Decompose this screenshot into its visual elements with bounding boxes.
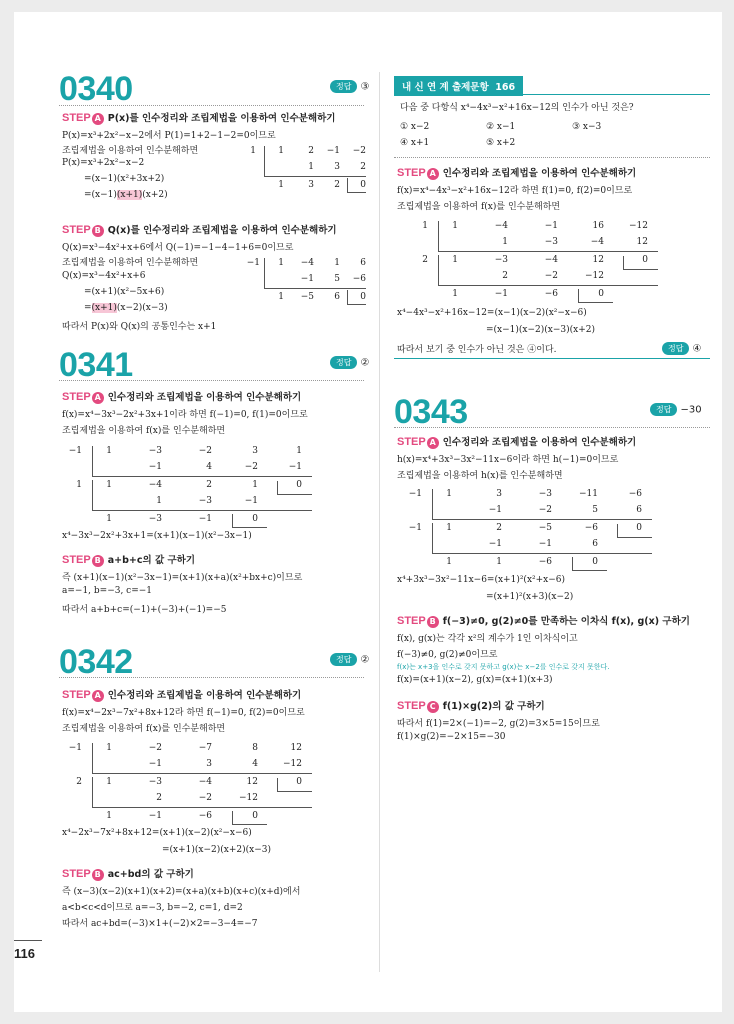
table-rule [438, 251, 658, 252]
divisor: 1 [76, 480, 82, 490]
synthetic-cell: −1 [244, 496, 258, 506]
divisor: 2 [76, 777, 82, 787]
text-line: 조립제법을 이용하여 f(x)를 인수분해하면 [397, 202, 561, 212]
table-rule [617, 537, 652, 538]
synthetic-division-0340b: −1 1 −4 1 6 −1 5 −6 1 −5 6 0 [242, 258, 366, 308]
table-rule [438, 285, 658, 286]
text-line: x⁴−3x³−2x²+3x+1=(x+1)(x−1)(x²−3x−1) [62, 531, 252, 541]
table-rule [92, 510, 312, 511]
synthetic-division-0343 [408, 489, 652, 571]
divisor: −1 [408, 489, 422, 499]
step-a-0340: STEP A P(x)를 인수정리와 조립제법을 이용하여 인수분해하기 [62, 112, 336, 124]
synthetic-cell: −3 [198, 496, 212, 506]
synthetic-cell: −12 [629, 221, 648, 231]
synthetic-cell: −6 [538, 557, 552, 567]
synthetic-cell: −1 [544, 221, 558, 231]
answer-0343: 정답 −30 [650, 403, 702, 416]
table-rule [432, 489, 433, 519]
banner-line [394, 94, 710, 95]
table-rule [92, 773, 312, 774]
synthetic-division-0340a: 1 1 2 −1 −2 1 3 2 1 3 2 0 [242, 146, 366, 196]
text-line: 조립제법을 이용하여 f(x)를 인수분해하면 [62, 724, 226, 734]
problem-number-0340: 0340 [59, 70, 133, 108]
synthetic-cell: 3 [206, 759, 212, 769]
synthetic-cell: 5 [592, 505, 598, 515]
text-line: =(x+1)²(x+3)(x−2) [486, 592, 574, 602]
page-number-rule [14, 940, 42, 941]
table-rule [277, 481, 278, 494]
synthetic-cell: −3 [494, 255, 508, 265]
synthetic-cell: 1 [452, 289, 458, 299]
answer-0340: 정답 ③ [330, 80, 369, 93]
synthetic-cell: −12 [283, 759, 302, 769]
text-line: 조립제법을 이용하여 인수분해하면 [62, 146, 199, 156]
synthetic-cell: 3 [252, 446, 258, 456]
synthetic-cell: 1 [502, 237, 508, 247]
text-line: 따라서 a+b+c=(−1)+(−3)+(−1)=−5 [62, 605, 227, 615]
choice-4: ④ x+1 [400, 138, 430, 148]
text-line: 따라서 보기 중 인수가 아닌 것은 ④이다. [397, 345, 557, 355]
synthetic-cell: −3 [148, 777, 162, 787]
table-rule [92, 777, 93, 807]
text-line: a=−1, b=−3, c=−1 [62, 586, 153, 596]
text-line: f(x)=x⁴−3x³−2x²+3x+1이라 하면 f(−1)=0, f(1)=0이므로 [62, 410, 308, 420]
synthetic-cell: 2 [156, 793, 162, 803]
problem-number-0343: 0343 [394, 393, 468, 431]
text-line: 즉 (x+1)(x−1)(x²−3x−1)=(x+1)(x+a)(x²+bx+c)이므로 [62, 573, 303, 583]
synthetic-cell: 6 [592, 539, 598, 549]
synthetic-cell: 2 [496, 523, 502, 533]
text-line: f(x)=(x+1)(x−2), g(x)=(x+1)(x+3) [397, 675, 553, 685]
divisor: −1 [68, 743, 82, 753]
synthetic-cell: −1 [148, 759, 162, 769]
synthetic-cell: 1 [106, 514, 112, 524]
table-rule [572, 557, 573, 570]
synthetic-cell: −1 [488, 539, 502, 549]
synthetic-cell: −4 [544, 255, 558, 265]
synthetic-cell: 0 [252, 514, 258, 524]
page [14, 12, 722, 1012]
table-rule [578, 289, 579, 302]
table-rule [617, 524, 618, 537]
synthetic-cell: 1 [296, 446, 302, 456]
synthetic-cell: −1 [198, 514, 212, 524]
synthetic-cell: −3 [538, 489, 552, 499]
step-b-0342: STEP B ac+bd의 값 구하기 [62, 868, 194, 880]
synthetic-cell: −2 [148, 743, 162, 753]
synthetic-cell: 12 [592, 255, 604, 265]
table-rule [232, 514, 233, 527]
step-a-0341: STEP A 인수정리와 조립제법을 이용하여 인수분해하기 [62, 391, 302, 403]
choice-1: ① x−2 [400, 122, 430, 132]
table-rule [578, 302, 613, 303]
synthetic-cell: −6 [544, 289, 558, 299]
text-line: =(x+1)(x−2)(x+2)(x−3) [162, 845, 272, 855]
divisor: 2 [422, 255, 428, 265]
problem-number-0341: 0341 [59, 346, 133, 384]
synthetic-cell: 0 [636, 523, 642, 533]
synthetic-cell: 6 [636, 505, 642, 515]
text-line: h(x)=x⁴+3x³−3x²−11x−6이라 하면 h(−1)=0이므로 [397, 455, 619, 465]
banner-bottom-line [394, 358, 710, 359]
synthetic-cell: 12 [636, 237, 648, 247]
choice-3: ③ x−3 [572, 122, 602, 132]
divisor: −1 [408, 523, 422, 533]
synthetic-cell: 8 [252, 743, 258, 753]
question-text: 다음 중 다항식 x⁴−4x³−x²+16x−12의 인수가 아닌 것은? [400, 103, 634, 113]
synthetic-division-0341 [68, 446, 312, 528]
synthetic-cell: 16 [592, 221, 604, 231]
step-b-0343: STEP B f(−3)≠0, g(2)≠0를 만족하는 이차식 f(x), g(x) 구하기 [397, 615, 690, 627]
synthetic-cell: 0 [598, 289, 604, 299]
synthetic-cell: 1 [446, 523, 452, 533]
text-line: =(x−1)(x−2)(x−3)(x+2) [486, 325, 596, 335]
table-rule [277, 791, 312, 792]
text-line: =(x+1)(x²−5x+6) [84, 287, 165, 297]
table-rule [92, 480, 93, 510]
table-rule [277, 778, 278, 791]
text-line: 조립제법을 이용하여 f(x)를 인수분해하면 [62, 426, 226, 436]
synthetic-cell: −12 [585, 271, 604, 281]
text-line: P(x)=x³+2x²−x−2 [62, 158, 145, 168]
choice-5: ⑤ x+2 [486, 138, 516, 148]
table-rule [432, 523, 433, 553]
answer-166: 정답 ④ [662, 342, 701, 355]
synthetic-division-0342 [68, 743, 312, 825]
synthetic-cell: −11 [579, 489, 598, 499]
synthetic-cell: −4 [590, 237, 604, 247]
page-number: 116 [14, 946, 35, 961]
synthetic-cell: 3 [496, 489, 502, 499]
synthetic-cell: 1 [496, 557, 502, 567]
synthetic-cell: 4 [206, 462, 212, 472]
text-line: x⁴−2x³−7x²+8x+12=(x+1)(x−2)(x²−x−6) [62, 828, 252, 838]
step-a-166: STEP A 인수정리와 조립제법을 이용하여 인수분해하기 [397, 167, 637, 179]
synthetic-cell: −2 [198, 446, 212, 456]
synthetic-cell: 0 [642, 255, 648, 265]
synthetic-cell: −3 [148, 446, 162, 456]
text-line: a<b<c<d이므로 a=−3, b=−2, c=1, d=2 [62, 903, 243, 913]
divisor: −1 [68, 446, 82, 456]
synthetic-cell: 1 [446, 557, 452, 567]
table-rule [438, 255, 439, 285]
table-rule [623, 269, 658, 270]
table-rule [232, 824, 267, 825]
table-rule [432, 519, 652, 520]
text-line: x⁴−4x³−x²+16x−12=(x−1)(x−2)(x²−x−6) [397, 308, 587, 318]
table-rule [92, 807, 312, 808]
text-line: x⁴+3x³−3x²−11x−6=(x+1)²(x²+x−6) [397, 575, 566, 585]
answer-0341: 정답 ② [330, 356, 369, 369]
text-line: 조립제법을 이용하여 인수분해하면 [62, 258, 199, 268]
synthetic-cell: 1 [452, 221, 458, 231]
synthetic-cell: 0 [252, 811, 258, 821]
problem-number-0342: 0342 [59, 643, 133, 681]
text-line: 따라서 f(1)=2×(−1)=−2, g(2)=3×5=15이므로 [397, 719, 600, 729]
synthetic-cell: 1 [446, 489, 452, 499]
synthetic-cell: 12 [290, 743, 302, 753]
synthetic-cell: −12 [239, 793, 258, 803]
synthetic-cell: −2 [538, 505, 552, 515]
synthetic-cell: −6 [584, 523, 598, 533]
synthetic-cell: −1 [148, 462, 162, 472]
synthetic-cell: 1 [106, 446, 112, 456]
synthetic-cell: −4 [198, 777, 212, 787]
text-line: f(x)=x⁴−4x³−x²+16x−12라 하면 f(1)=0, f(2)=0이므로 [397, 186, 633, 196]
synthetic-cell: 1 [106, 743, 112, 753]
text-line: Q(x)=x³−4x²+x+6에서 Q(−1)=−1−4−1+6=0이므로 [62, 243, 294, 253]
synthetic-cell: 1 [156, 496, 162, 506]
text-line: =(x+1)(x−2)(x−3) [84, 303, 168, 313]
text-line: f(−3)≠0, g(2)≠0이므로 [397, 650, 498, 660]
synthetic-cell: −6 [198, 811, 212, 821]
step-b-0341: STEP B a+b+c의 값 구하기 [62, 554, 195, 566]
divisor: 1 [422, 221, 428, 231]
synthetic-cell: −1 [288, 462, 302, 472]
text-line: P(x)=x³+2x²−x−2에서 P(1)=1+2−1−2=0이므로 [62, 131, 276, 141]
step-a-0342: STEP A 인수정리와 조립제법을 이용하여 인수분해하기 [62, 689, 302, 701]
text-line: =(x−1)(x²+3x+2) [84, 174, 165, 184]
synthetic-cell: 12 [246, 777, 258, 787]
table-rule [92, 743, 93, 773]
synthetic-cell: −2 [198, 793, 212, 803]
table-rule [277, 494, 312, 495]
synthetic-cell: −7 [198, 743, 212, 753]
synthetic-cell: −2 [544, 271, 558, 281]
table-rule [432, 553, 652, 554]
table-rule [623, 256, 624, 269]
step-b-0340: STEP B Q(x)를 인수정리와 조립제법을 이용하여 인수분해하기 [62, 224, 337, 236]
synthetic-division-166 [418, 221, 658, 303]
table-rule [232, 811, 233, 824]
synthetic-cell: −6 [628, 489, 642, 499]
synthetic-cell: 0 [296, 480, 302, 490]
text-line: f(x)=x⁴−2x³−7x²+8x+12라 하면 f(−1)=0, f(2)=0이므로 [62, 708, 305, 718]
synthetic-cell: −4 [148, 480, 162, 490]
synthetic-cell: −4 [494, 221, 508, 231]
synthetic-cell: −3 [544, 237, 558, 247]
text-line: 따라서 P(x)와 Q(x)의 공통인수는 x+1 [62, 322, 217, 332]
text-line: f(x), g(x)는 각각 x²의 계수가 1인 이차식이고 [397, 634, 578, 644]
text-line: 즉 (x−3)(x−2)(x+1)(x+2)=(x+a)(x+b)(x+c)(x+d)에서 [62, 887, 301, 897]
text-line: 따라서 ac+bd=(−3)×1+(−2)×2=−3−4=−7 [62, 919, 258, 929]
step-c-0343: STEP C f(1)×g(2)의 값 구하기 [397, 700, 545, 712]
table-rule [232, 527, 267, 528]
text-line: =(x−1)(x+1)(x+2) [84, 190, 168, 200]
synthetic-cell: −3 [148, 514, 162, 524]
answer-0342: 정답 ② [330, 653, 369, 666]
exam-banner: 내 신 연 계 출제문항 166 [394, 76, 523, 96]
text-line: Q(x)=x³−4x²+x+6 [62, 271, 146, 281]
synthetic-cell: 1 [106, 811, 112, 821]
table-rule [572, 570, 607, 571]
step-a-0343: STEP A 인수정리와 조립제법을 이용하여 인수분해하기 [397, 436, 637, 448]
synthetic-cell: 1 [106, 777, 112, 787]
synthetic-cell: 1 [106, 480, 112, 490]
text-line: f(1)×g(2)=−2×15=−30 [397, 732, 506, 742]
synthetic-cell: 1 [452, 255, 458, 265]
text-line: 조립제법을 이용하여 h(x)를 인수분해하면 [397, 471, 563, 481]
synthetic-cell: −1 [488, 505, 502, 515]
synthetic-cell: −2 [244, 462, 258, 472]
synthetic-cell: −1 [538, 539, 552, 549]
synthetic-cell: 0 [592, 557, 598, 567]
table-rule [92, 476, 312, 477]
synthetic-cell: 4 [252, 759, 258, 769]
synthetic-cell: 1 [252, 480, 258, 490]
synthetic-cell: −1 [148, 811, 162, 821]
synthetic-cell: 0 [296, 777, 302, 787]
column-divider [379, 72, 380, 972]
synthetic-cell: 2 [206, 480, 212, 490]
synthetic-cell: −5 [538, 523, 552, 533]
table-rule [92, 446, 93, 476]
synthetic-cell: 2 [502, 271, 508, 281]
choice-2: ② x−1 [486, 122, 516, 132]
synthetic-cell: −1 [494, 289, 508, 299]
table-rule [438, 221, 439, 251]
note-line: f(x)는 x+3을 인수로 갖지 못하고 g(x)는 x−2를 인수로 갖지 못한다. [397, 663, 610, 671]
